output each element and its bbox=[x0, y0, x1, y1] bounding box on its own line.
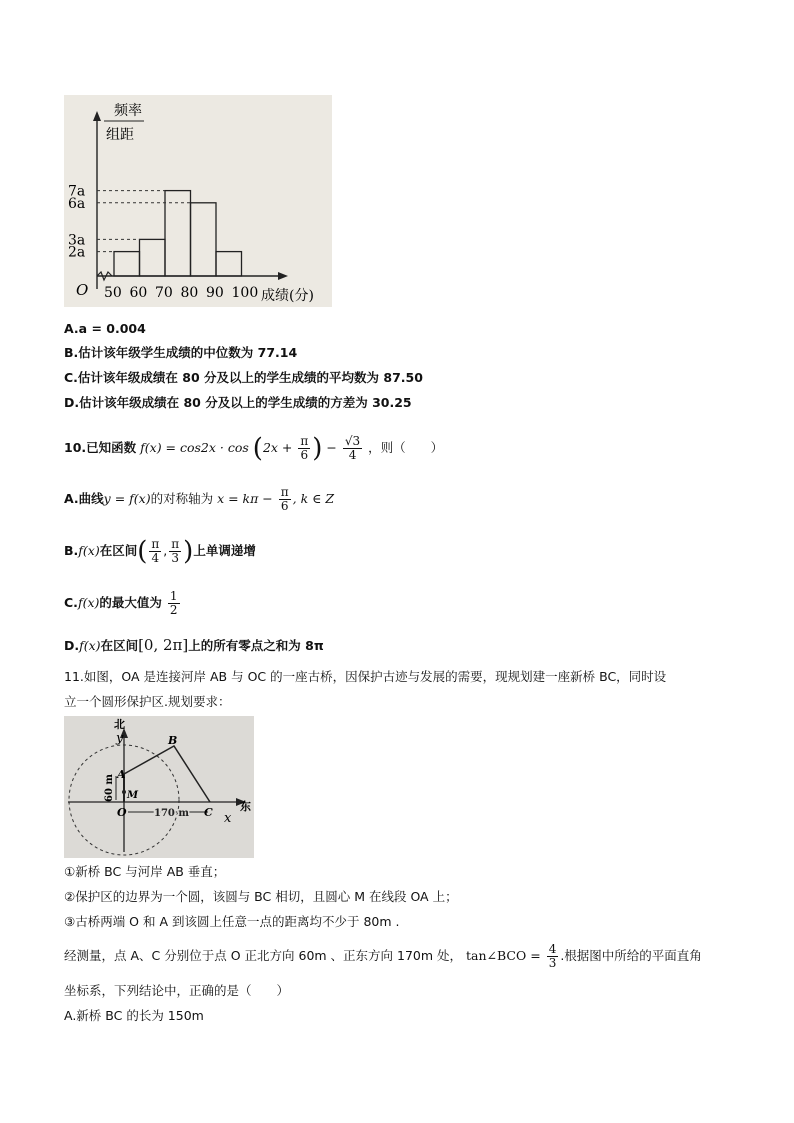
histogram-svg bbox=[64, 95, 332, 307]
north-label: 北 bbox=[114, 718, 125, 731]
q10c-mid: 的最大值为 bbox=[99, 595, 162, 610]
q9-option-b: B.估计该年级学生成绩的中位数为 77.14 bbox=[64, 345, 298, 360]
q10b-frac2 bbox=[169, 538, 181, 565]
q11-stem-line2: 立一个圆形保护区.规划要求： bbox=[64, 694, 231, 709]
histogram-figure bbox=[64, 95, 332, 307]
q11-tan: tan∠BCO = bbox=[466, 948, 541, 963]
q11-option-a: A.新桥 BC 的长为 150m bbox=[64, 1008, 204, 1023]
q11-measure-post: .根据图中所给的平面直角 bbox=[560, 948, 702, 963]
map-photo-background bbox=[64, 716, 254, 858]
q11-stem-line1: 11.如图，OA 是连接河岸 AB 与 OC 的一座古桥，因保护古迹与发展的需要，现规划建一座新桥 BC，同时设 bbox=[64, 669, 667, 684]
point-A-label: A bbox=[117, 768, 126, 781]
x-tick-label: 60 bbox=[129, 285, 148, 301]
q10-stem bbox=[64, 433, 443, 463]
dim-170-label: 170 m bbox=[154, 808, 189, 819]
q10a-frac bbox=[279, 486, 291, 513]
center-M-dot bbox=[122, 790, 126, 794]
y-title-bottom: 组距 bbox=[106, 127, 134, 143]
q10-option-c bbox=[64, 588, 182, 618]
q9-option-d: D.估计该年级成绩在 80 分及以上的学生成绩的方差为 30.25 bbox=[64, 395, 412, 410]
y-tick-label: 7a bbox=[68, 183, 86, 200]
q10c-frac-num: 1 bbox=[169, 589, 178, 603]
x-tick-label: 70 bbox=[155, 285, 173, 301]
y-tick-label: 2a bbox=[68, 244, 86, 261]
map-svg bbox=[64, 716, 254, 858]
q10-function: f(x) = cos2x · cos bbox=[140, 440, 249, 455]
photo-background bbox=[64, 95, 332, 307]
q9-option-c: C.估计该年级成绩在 80 分及以上的学生成绩的平均数为 87.50 bbox=[64, 370, 423, 385]
dim-60-label: 60 m bbox=[104, 774, 115, 802]
q10d-post: 上的所有零点之和为 8π bbox=[188, 638, 324, 653]
q10b-frac2-num: π bbox=[171, 537, 180, 551]
q10a-math3: , k ∈ Z bbox=[292, 491, 335, 506]
q11-req-2: ②保护区的边界为一个圆，该圆与 BC 相切，且圆心 M 在线段 OA 上； bbox=[64, 889, 458, 904]
q10b-mid: 在区间 bbox=[99, 543, 138, 558]
q10-inner: 2x + bbox=[262, 440, 293, 455]
q11-tan-num: 4 bbox=[548, 942, 557, 956]
q10a-frac-num: π bbox=[280, 485, 289, 499]
x-axis-label: 成绩(分) bbox=[261, 288, 314, 304]
q10c-prefix: C. bbox=[64, 595, 78, 610]
q10d-math: f(x) bbox=[79, 638, 101, 653]
q10-minus: − bbox=[326, 440, 337, 455]
q10b-frac2-den: 3 bbox=[171, 551, 180, 565]
point-C-label: C bbox=[204, 806, 213, 819]
q10-frac-den: 6 bbox=[300, 448, 309, 462]
map-figure bbox=[64, 716, 254, 858]
q10d-prefix: D. bbox=[64, 638, 80, 653]
q11-measure bbox=[64, 940, 702, 972]
q10b-close: ) bbox=[183, 536, 194, 567]
x-tick-label: 90 bbox=[206, 285, 224, 301]
q11-tan-frac bbox=[547, 943, 559, 970]
q10c-frac-den: 2 bbox=[169, 603, 178, 617]
q10c-math: f(x) bbox=[77, 595, 100, 610]
q10a-math1: y = f(x) bbox=[103, 491, 151, 506]
point-M-label: M bbox=[127, 790, 139, 801]
q10c-frac bbox=[168, 590, 180, 617]
q10-sqrt-den: 4 bbox=[348, 448, 357, 462]
point-O-label: O bbox=[117, 806, 127, 819]
q10d-interval: [0, 2π] bbox=[138, 636, 189, 654]
q10d-mid: 在区间 bbox=[100, 638, 139, 653]
q10a-frac-den: 6 bbox=[280, 499, 289, 513]
q10-prefix: 10.已知函数 bbox=[64, 440, 137, 455]
q10b-frac1 bbox=[149, 538, 161, 565]
x-tick-label: 80 bbox=[180, 285, 199, 301]
y-title-top: 频率 bbox=[114, 103, 142, 119]
q10-option-b: B.f(x)在区间( $\frac{\pi}{4}$ , $\frac{\pi}{3}$ )上单调递增 bbox=[64, 536, 256, 567]
q10b-frac1-den: 4 bbox=[151, 551, 160, 565]
map-x-label: x bbox=[224, 811, 232, 826]
q10a-math2: x = kπ − bbox=[217, 491, 273, 506]
q10b-post: 上单调递增 bbox=[193, 543, 256, 558]
y-tick-label: 6a bbox=[68, 195, 86, 212]
q10a-prefix: A.曲线 bbox=[64, 491, 104, 506]
q10b-open: ( bbox=[137, 536, 148, 567]
q10b-math: f(x) bbox=[78, 543, 100, 558]
q11-req-3: ③古桥两端 O 和 A 到该圆上任意一点的距离均不少于 80m . bbox=[64, 914, 400, 929]
point-B-label: B bbox=[168, 734, 178, 747]
q10a-mid: 的对称轴为 bbox=[150, 491, 214, 506]
q11-req-1: ①新桥 BC 与河岸 AB 垂直； bbox=[64, 864, 226, 879]
q10-open-paren: ( bbox=[252, 433, 263, 464]
q10-suffix: ，则（ ） bbox=[368, 440, 444, 455]
q11-coord-line: 坐标系，下列结论中，正确的是（ ） bbox=[64, 983, 290, 998]
east-label: 东 bbox=[240, 800, 251, 813]
y-tick-label: 3a bbox=[68, 232, 86, 249]
q11-tan-den: 3 bbox=[548, 956, 557, 970]
q11-measure-pre: 经测量，点 A、C 分别位于点 O 正北方向 60m 、正东方向 170m 处， bbox=[64, 948, 463, 963]
q10-option-d bbox=[64, 634, 324, 656]
q10-frac-num: π bbox=[300, 434, 309, 448]
map-y-label: y bbox=[116, 731, 124, 746]
q10b-frac1-num: π bbox=[151, 537, 160, 551]
q10-sqrt-num: √3 bbox=[344, 434, 361, 448]
q10-frac-sqrt3-4 bbox=[343, 435, 362, 462]
q10-frac-pi-6 bbox=[298, 435, 310, 462]
q10-close-paren: ) bbox=[312, 433, 323, 464]
q9-option-a: A.a = 0.004 bbox=[64, 321, 146, 336]
x-tick-label: 50 bbox=[104, 285, 122, 301]
origin-label: O bbox=[76, 281, 89, 299]
q10-option-a bbox=[64, 484, 334, 514]
q10b-prefix: B. bbox=[64, 543, 79, 558]
x-tick-label: 100 bbox=[231, 285, 259, 301]
